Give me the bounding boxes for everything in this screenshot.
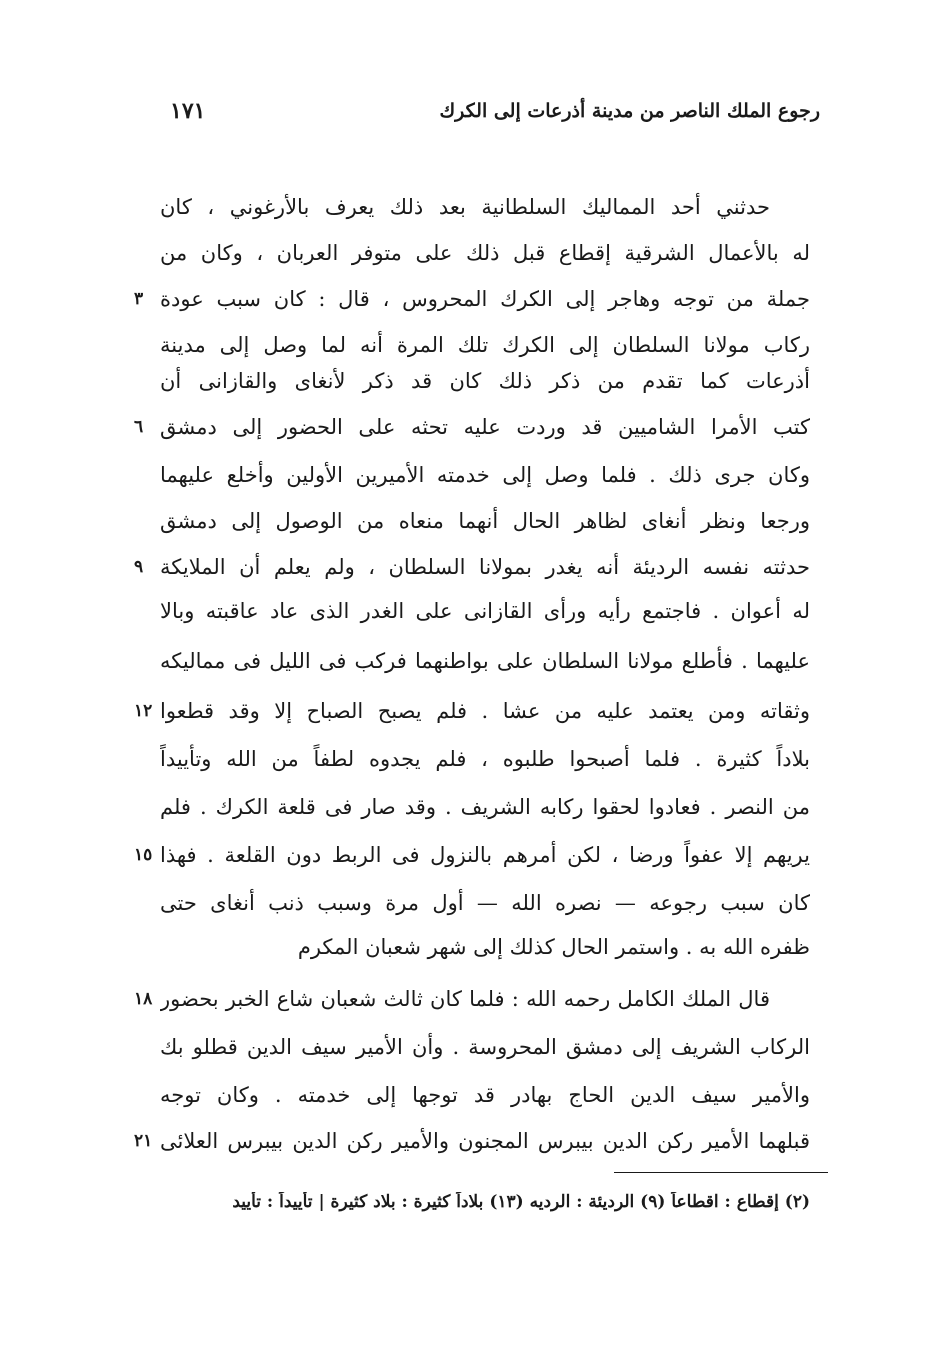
line-number: ٩ [134, 557, 144, 577]
footnote: (٢) إقطاع : اقطاعاً (٩) الرديئة : الرديه (١٣) بلاداً كثيرة : بلاد كثيرة | تأييداً : تأييد [232, 1192, 810, 1212]
text-line: من النصر . فعادوا لحقوا ركابه الشريف . وقد صار فى قلعة الكرك . فلم [160, 795, 810, 819]
text-line: يريهم إلا عفواً ورضا ، لكن أمرهم بالنزول فى الربط دون القلعة . فهذا [160, 843, 810, 867]
text-line: حدثته نفسه الرديئة أنه يغدر بمولانا السلطان ، ولم يعلم أن الملايكة [160, 555, 810, 579]
text-line: له بالأعمال الشرقية إقطاع قبل ذلك على متوفر العربان ، وكان من [160, 241, 810, 265]
text-line: قال الملك الكامل رحمه الله : فلما كان ثالث شعبان شاع الخبر بحضور [160, 987, 770, 1011]
line-number: ١٨ [134, 989, 153, 1009]
text-line: ورجعا ونظر أنغاى لظاهر الحال أنهما منعاه من الوصول إلى دمشق [160, 509, 810, 533]
text-line: كان سبب رجوعه — نصره الله — أول مرة وسبب ذنب أنغاى حتى [160, 891, 810, 915]
text-line: والأمير سيف الدين الحاج بهادر قد توجها إلى خدمته . وكان توجه [160, 1083, 810, 1107]
text-line: جملة من توجه وهاجر إلى الكرك المحروس ، قال : كان سبب عودة [160, 287, 810, 311]
running-header [170, 96, 820, 136]
text-line: ركاب مولانا السلطان إلى الكرك تلك المرة أنه لما وصل إلى مدينة [160, 333, 810, 357]
text-line: أذرعات كما تقدم من ذكر ذلك كان قد ذكر لأنغاى والقازانى أن [160, 369, 810, 393]
line-number: ٣ [134, 289, 144, 309]
text-line: وكان جرى ذلك . فلما وصل إلى خدمته الأميرين الأولين وأخلع عليهما [160, 463, 810, 487]
line-number: ١٥ [134, 845, 153, 865]
header-title: رجوع الملك الناصر من مدينة أذرعات إلى الكرك [439, 100, 820, 122]
line-number: ٢١ [134, 1131, 153, 1151]
text-line: ظفره الله به . واستمر الحال كذلك إلى شهر شعبان المكرم [297, 935, 810, 959]
text-line: قبلهما الأمير ركن الدين بيبرس المجنون والأمير ركن الدين بيبرس العلائى [160, 1129, 810, 1153]
footnote-divider [614, 1172, 828, 1173]
text-line: عليهما . فأطلع مولانا السلطان على بواطنهما فركب فى الليل فى مماليكه [160, 649, 810, 673]
text-line: بلاداً كثيرة . فلما أصبحوا طلبوه ، فلم يجدوه لطفاً من الله وتأييداً [160, 747, 810, 771]
text-line: وثقاته ومن يعتمد عليه من عشا . فلم يصبح الصباح إلا وقد قطعوا [160, 699, 810, 723]
line-number: ١٢ [134, 701, 153, 721]
text-line: له أعوان . فاجتمع رأيه ورأى القازانى على الغدر الذى عاد عاقبته وبالا [160, 599, 810, 623]
text-line: كتب الأمرا الشاميين قد وردت عليه تحثه على الحضور إلى دمشق [160, 415, 810, 439]
text-line: الركاب الشريف إلى دمشق المحروسة . وأن الأمير سيف الدين قطلو بك [160, 1035, 810, 1059]
line-number: ٦ [134, 417, 144, 437]
page-number: ١٧١ [170, 98, 206, 124]
text-line: حدثني أحد المماليك السلطانية بعد ذلك يعرف بالأرغوني ، كان [160, 195, 770, 219]
